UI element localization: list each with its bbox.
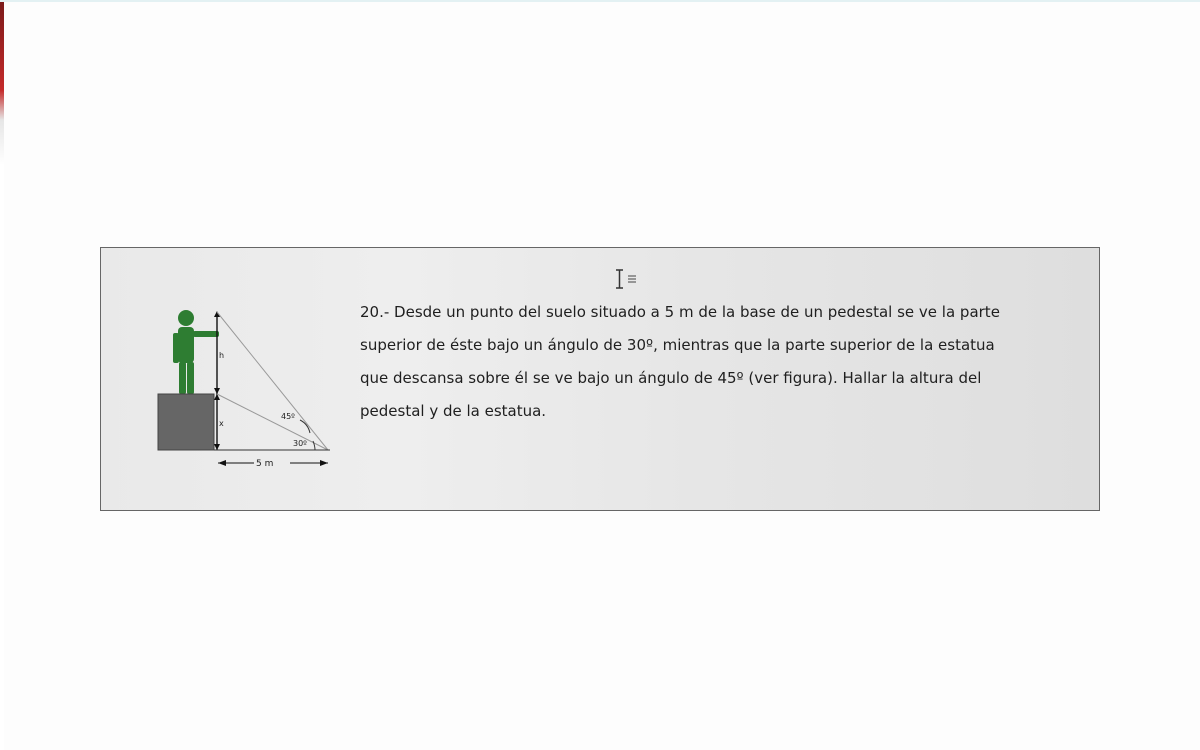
problem-statement <box>360 296 1060 428</box>
statue-figure <box>173 310 219 394</box>
ibeam-cursor-icon <box>612 268 642 290</box>
pedestal <box>158 394 214 450</box>
geometry-figure <box>150 300 340 475</box>
screen-edge-left <box>0 0 4 750</box>
sight-line-45 <box>217 312 328 450</box>
statue-height-label: h <box>219 351 225 360</box>
sight-line-30 <box>217 394 328 450</box>
problem-line: pedestal y de la estatua. <box>360 402 547 420</box>
pedestal-height-label: x <box>219 419 224 428</box>
angle-arc-30 <box>313 441 315 450</box>
angle-30-label: 30º <box>293 439 307 448</box>
screen-edge-top <box>0 0 1200 2</box>
distance-label: 5 m <box>256 459 274 469</box>
problem-line: superior de éste bajo un ángulo de 30º, mientras que la parte superior de la estatua <box>360 336 995 354</box>
problem-line: que descansa sobre él se ve bajo un ángulo de 45º (ver figura). Hallar la altura del <box>360 369 982 387</box>
angle-45-label: 45º <box>281 412 295 421</box>
problem-line: 20.- Desde un punto del suelo situado a 5 m de la base de un pedestal se ve la parte <box>360 303 1000 321</box>
